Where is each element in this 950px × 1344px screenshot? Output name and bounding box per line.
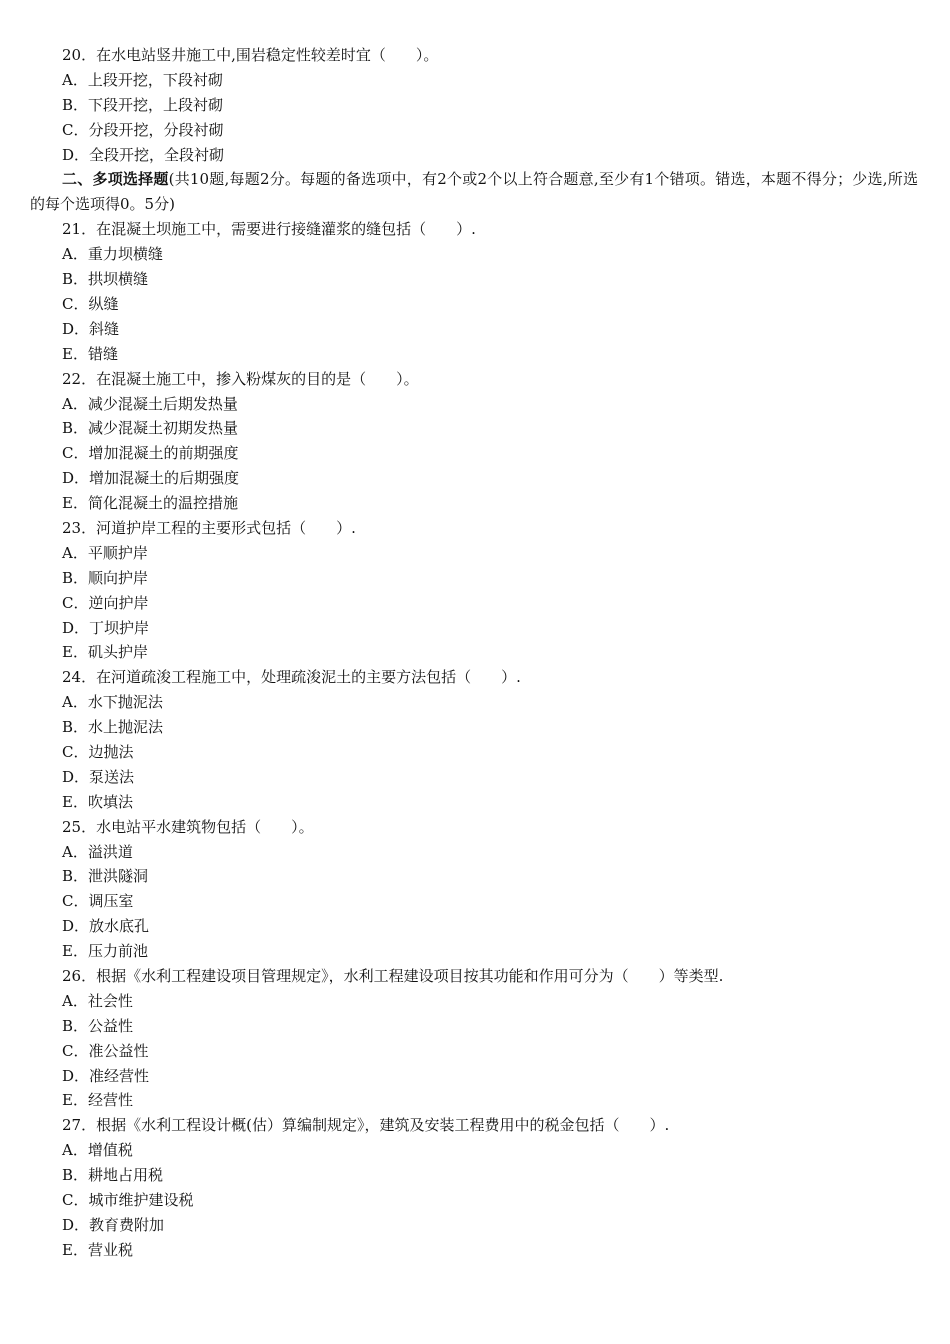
option-d: D．准经营性 <box>62 1066 150 1085</box>
option-b: B．耕地占用税 <box>62 1166 164 1185</box>
option-a: A．上段开挖，下段衬砌 <box>62 70 223 89</box>
question-stem: 24．在河道疏浚工程施工中，处理疏浚泥土的主要方法包括（ ）. <box>62 668 521 687</box>
option-a: A．水下抛泥法 <box>62 693 163 712</box>
section-instructions: (共10题,每题2分。每题的备选项中，有2个或2个以上符合题意,至少有1个错项。错选，本题不得分；少选,所选的每个选项得0。5分) <box>30 170 919 214</box>
option-d: D．泵送法 <box>62 767 135 786</box>
option-e: E．经营性 <box>62 1091 133 1110</box>
option-c: C．调压室 <box>62 892 134 911</box>
option-e: E．错缝 <box>62 344 118 363</box>
option-e: E．营业税 <box>62 1240 133 1259</box>
question-23 <box>0 516 950 665</box>
question-26 <box>0 964 950 1113</box>
option-b: B．减少混凝土初期发热量 <box>62 419 239 438</box>
option-b: B．拱坝横缝 <box>62 270 149 289</box>
question-stem: 26．根据《水利工程建设项目管理规定》，水利工程建设项目按其功能和作用可分为（ ）等类型. <box>62 966 724 985</box>
option-e: E．压力前池 <box>62 942 148 961</box>
option-a: A．减少混凝土后期发热量 <box>62 394 238 413</box>
question-22 <box>0 367 950 516</box>
section-heading-multiple-choice <box>0 167 950 217</box>
option-c: C．逆向护岸 <box>62 593 149 612</box>
exam-page <box>0 43 950 1263</box>
option-c: C．城市维护建设税 <box>62 1191 194 1209</box>
option-b: B．顺向护岸 <box>62 568 149 587</box>
question-stem: 21．在混凝土坝施工中，需要进行接缝灌浆的缝包括（ ）. <box>62 220 476 239</box>
option-a: A．社会性 <box>62 991 133 1010</box>
question-stem: 27．根据《水利工程设计概(估）算编制规定》，建筑及安装工程费用中的税金包括（ ）. <box>62 1116 670 1135</box>
option-e: E．吹填法 <box>62 792 133 811</box>
question-20 <box>0 43 950 167</box>
question-stem: 25．水电站平水建筑物包括（ ）。 <box>62 817 314 836</box>
question-24 <box>0 665 950 814</box>
option-d: D．斜缝 <box>62 319 120 338</box>
question-stem: 20．在水电站竖井施工中,围岩稳定性较差时宜（ ）。 <box>62 46 439 64</box>
question-25 <box>0 815 950 964</box>
option-d: D．全段开挖，全段衬砌 <box>62 145 225 164</box>
option-a: A．平顺护岸 <box>62 543 148 562</box>
option-d: D．丁坝护岸 <box>62 618 150 637</box>
question-stem: 22．在混凝土施工中，掺入粉煤灰的目的是（ ）。 <box>62 369 419 388</box>
option-c: C．增加混凝土的前期强度 <box>62 444 239 463</box>
option-c: C．纵缝 <box>62 294 119 313</box>
option-a: A．溢洪道 <box>62 842 133 861</box>
option-a: A．重力坝横缝 <box>62 245 163 264</box>
option-e: E．简化混凝土的温控措施 <box>62 494 238 513</box>
question-stem: 23．河道护岸工程的主要形式包括（ ）. <box>62 518 356 537</box>
option-b: B．下段开挖，上段衬砌 <box>62 95 224 114</box>
option-c: C．边抛法 <box>62 742 134 761</box>
option-b: B．公益性 <box>62 1016 134 1035</box>
section-title: 二、多项选择题 <box>62 170 169 189</box>
question-21 <box>0 217 950 366</box>
option-b: B．泄洪隧洞 <box>62 867 149 886</box>
option-d: D．教育费附加 <box>62 1215 165 1234</box>
option-d: D．放水底孔 <box>62 917 150 936</box>
option-b: B．水上抛泥法 <box>62 718 164 737</box>
option-d: D．增加混凝土的后期强度 <box>62 469 240 488</box>
option-c: C．分段开挖，分段衬砌 <box>62 120 224 139</box>
question-27 <box>0 1113 950 1262</box>
option-e: E．矶头护岸 <box>62 643 148 662</box>
option-a: A．增值税 <box>62 1141 133 1160</box>
option-c: C．准公益性 <box>62 1041 149 1060</box>
